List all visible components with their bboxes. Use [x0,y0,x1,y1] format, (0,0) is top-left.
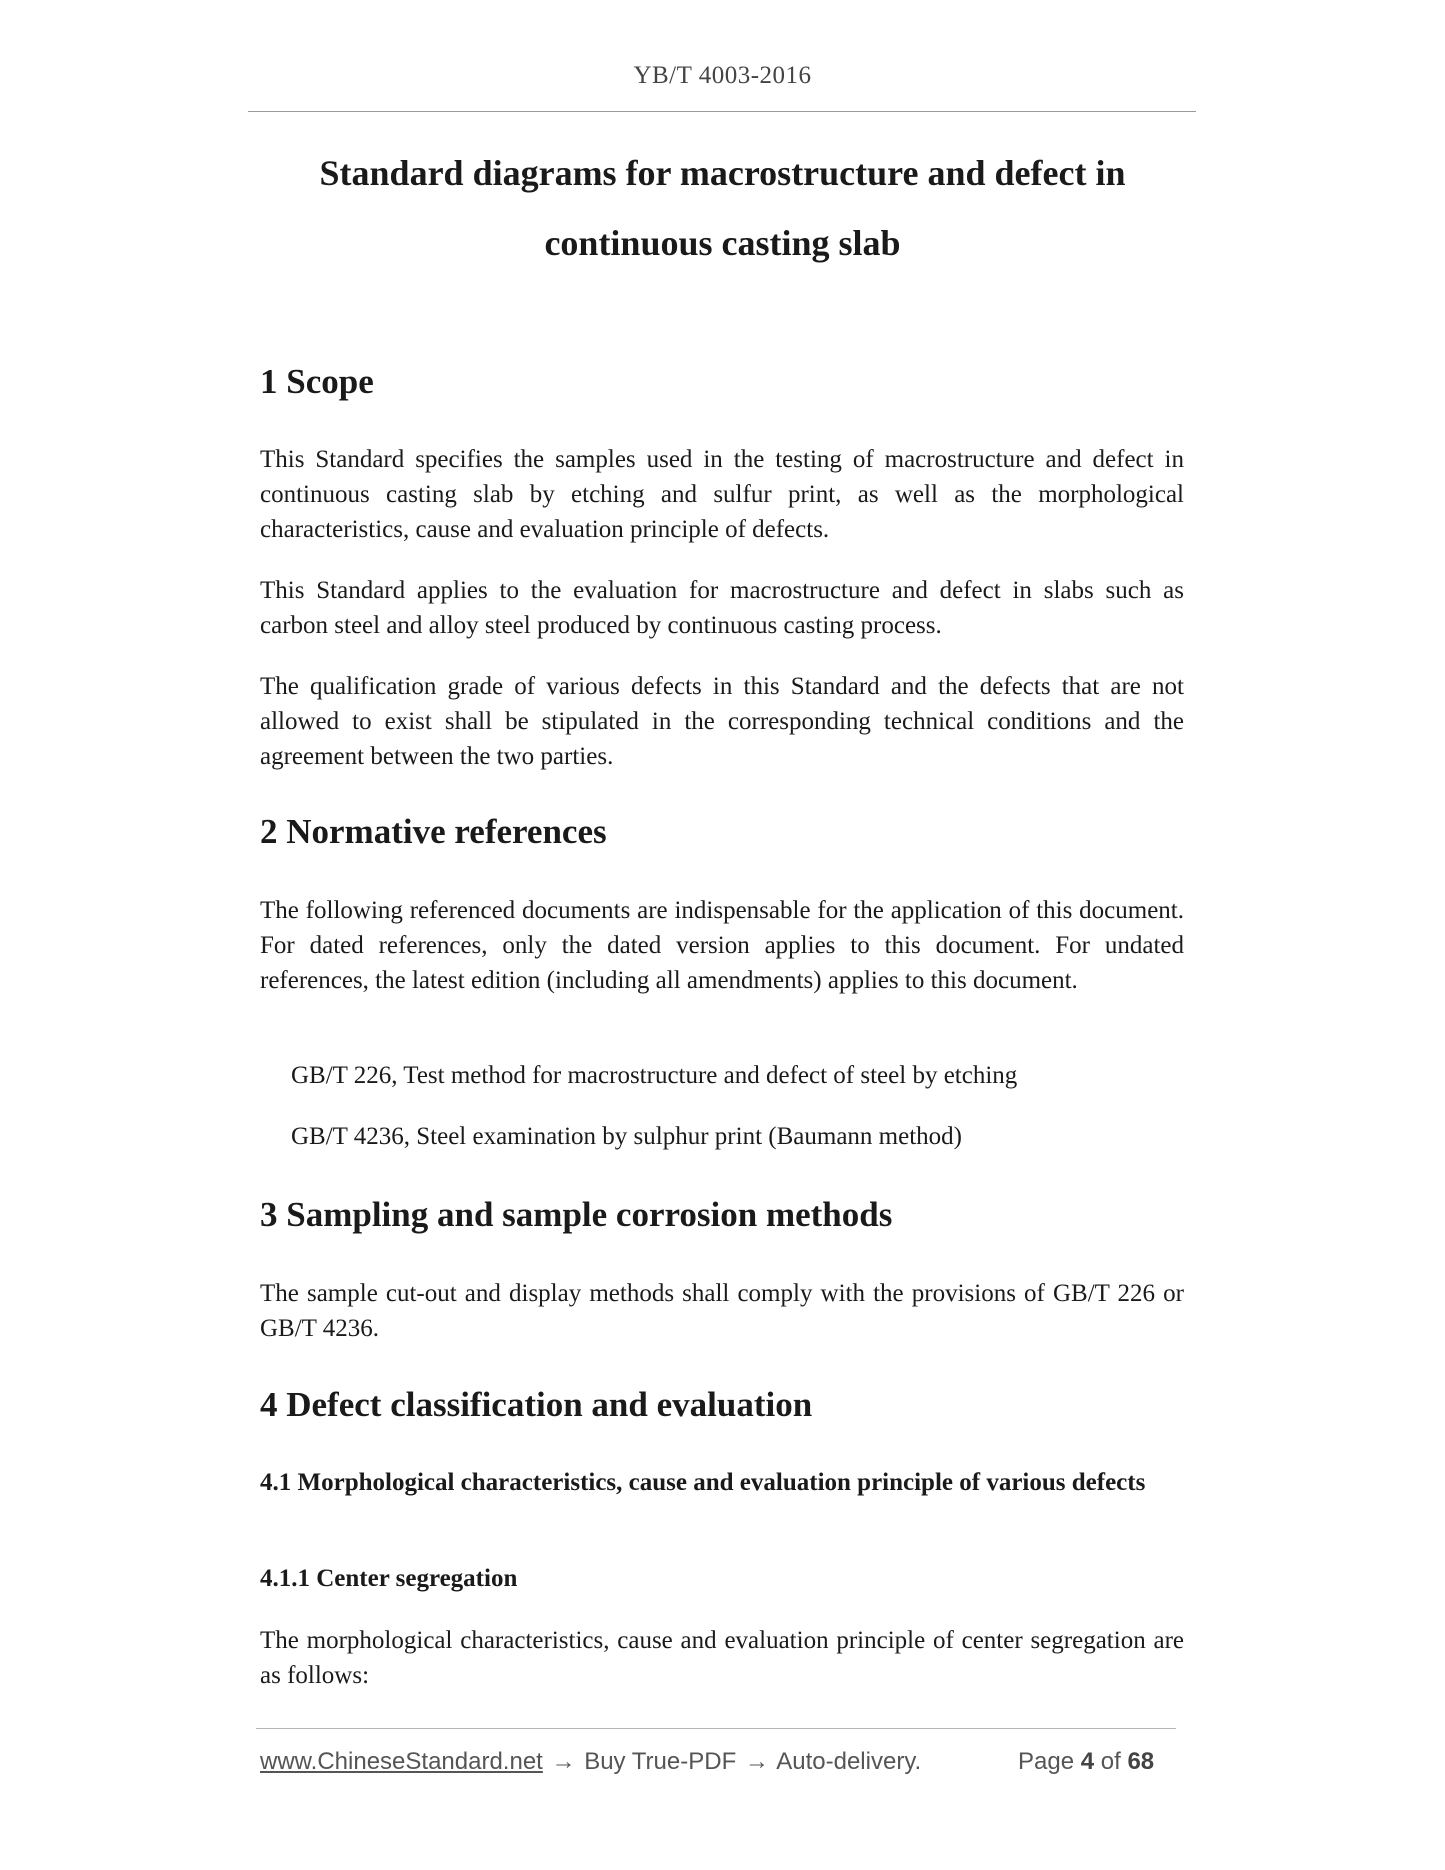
section-2-heading: 2 Normative references [260,812,607,851]
subsection-4-1-heading: 4.1 Morphological characteristics, cause and evaluation principle of various defects [260,1469,1146,1496]
section-1-heading: 1 Scope [260,362,374,401]
buy-pdf-text: Buy True-PDF [584,1748,737,1775]
arrow-right-icon: → [551,1748,576,1775]
reference-gbt-4236: GB/T 4236, Steel examination by sulphur print (Baumann method) [291,1123,962,1150]
scope-paragraph-1: This Standard specifies the samples used in the testing of macrostructure and defect in continuous casting slab by etching and sulfur print, as well as the morphological characteristics, cause and evaluation principle of defects. [260,446,1184,543]
center-segregation-paragraph: The morphological characteristics, cause and evaluation principle of center segregation are as follows: [260,1627,1184,1689]
normative-paragraph: The following referenced documents are indispensable for the application of this document. For dated references, only the dated version applies to this document. For undated references, the latest edition (including all amendments) applies to this document. [260,897,1184,994]
page-total: 68 [1127,1748,1155,1775]
scope-paragraph-2: This Standard applies to the evaluation for macrostructure and defect in slabs such as carbon steel and alloy steel produced by continuous casting process. [260,577,1184,639]
page-number: 4 [1080,1748,1095,1775]
document-title-line1: Standard diagrams for macrostructure and defect in [319,153,1126,193]
header-divider [248,111,1196,112]
scope-paragraph-3: The qualification grade of various defects in this Standard and the defects that are not allowed to exist shall be stipulated in the corresponding technical conditions and the agreement between the two parties. [260,673,1184,770]
page-indicator [1018,1748,1154,1776]
subsection-4-1-1-heading: 4.1.1 Center segregation [260,1565,518,1592]
document-code-header: YB/T 4003-2016 [633,62,812,89]
section-4-heading: 4 Defect classification and evaluation [260,1385,813,1424]
footer-divider [256,1728,1176,1729]
reference-gbt-226: GB/T 226, Test method for macrostructure and defect of steel by etching [291,1062,1018,1089]
delivery-text: Auto-delivery. [776,1748,922,1775]
section-3-heading: 3 Sampling and sample corrosion methods [260,1195,893,1234]
of-word: of [1100,1748,1121,1775]
document-title-line2: continuous casting slab [544,223,901,263]
arrow-right-icon: → [744,1748,769,1775]
page-word: Page [1018,1748,1075,1775]
site-link[interactable]: www.ChineseStandard.net [260,1748,543,1775]
footer-promo [260,1748,921,1776]
sampling-paragraph: The sample cut-out and display methods shall comply with the provisions of GB/T 226 or GB/T 4236. [260,1280,1184,1342]
